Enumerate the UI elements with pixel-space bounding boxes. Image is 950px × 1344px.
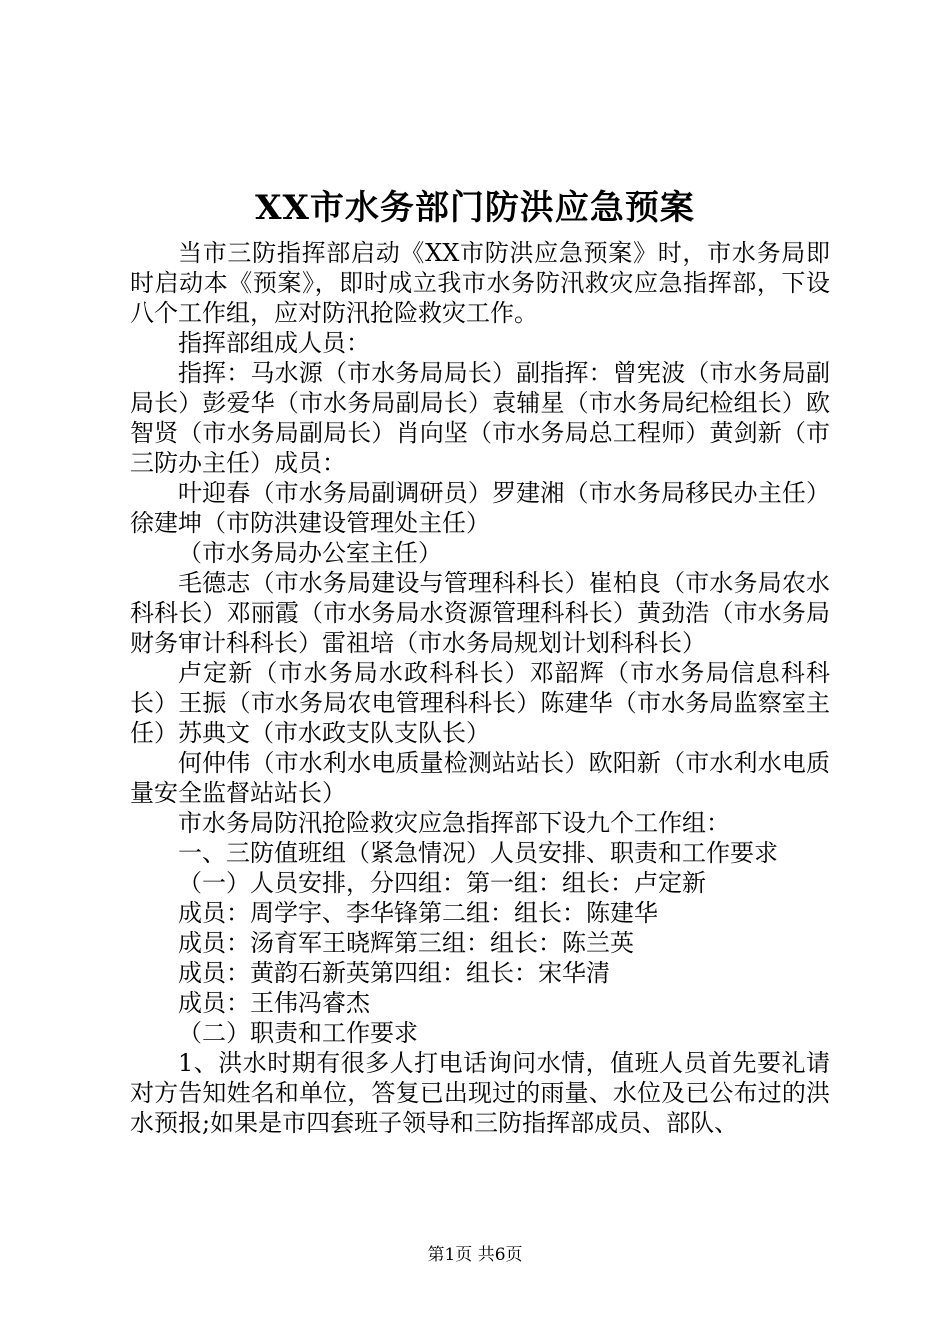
- paragraph: 1、洪水时期有很多人打电话询问水情，值班人员首先要礼请对方告知姓名和单位，答复已出现过的雨量、水位及已公布过的洪水预报;如果是市四套班子领导和三防指挥部成员、部队、: [130, 1049, 830, 1137]
- document-title: XX市水务部门防洪应急预案: [255, 188, 695, 228]
- paragraph: 市水务局防汛抢险救灾应急指挥部下设九个工作组：: [178, 809, 730, 837]
- paragraph: 一、三防值班组（紧急情况）人员安排、职责和工作要求: [178, 839, 778, 867]
- paragraph: 叶迎春（市水务局副调研员）罗建湘（市水务局移民办主任）徐建坤（市防洪建设管理处主任）: [130, 479, 830, 537]
- paragraph: 成员：王伟冯睿杰: [178, 989, 370, 1017]
- paragraph: （市水务局办公室主任）: [178, 539, 442, 567]
- document-body: [130, 238, 830, 1138]
- paragraph: 当市三防指挥部启动《XX市防洪应急预案》时，市水务局即时启动本《预案》，即时成立我市水务防汛救灾应急指挥部，下设八个工作组，应对防汛抢险救灾工作。: [130, 239, 830, 327]
- paragraph: （二）职责和工作要求: [178, 1019, 418, 1047]
- page-number-footer: 第1页 共6页: [427, 1245, 523, 1265]
- paragraph: 成员：汤育军王晓辉第三组：组长：陈兰英: [178, 929, 634, 957]
- paragraph: 何仲伟（市水利水电质量检测站站长）欧阳新（市水利水电质量安全监督站站长）: [130, 749, 830, 807]
- paragraph: 成员：黄韵石新英第四组：组长：宋华清: [178, 959, 610, 987]
- paragraph: 成员：周学宇、李华锋第二组：组长：陈建华: [178, 899, 658, 927]
- paragraph: 毛德志（市水务局建设与管理科科长）崔柏良（市水务局农水科科长）邓丽霞（市水务局水资源管理科科长）黄劲浩（市水务局财务审计科科长）雷祖培（市水务局规划计划科科长）: [130, 569, 830, 657]
- paragraph: 指挥：马水源（市水务局局长）副指挥：曾宪波（市水务局副局长）彭爱华（市水务局副局长）袁辅星（市水务局纪检组长）欧智贤（市水务局副局长）肖向坚（市水务局总工程师）黄剑新（市三防办主任）成员：: [130, 359, 830, 477]
- paragraph: 指挥部组成人员：: [178, 329, 370, 357]
- paragraph: 卢定新（市水务局水政科科长）邓韶辉（市水务局信息科科长）王振（市水务局农电管理科科长）陈建华（市水务局监察室主任）苏典文（市水政支队支队长）: [130, 659, 830, 747]
- paragraph: （一）人员安排，分四组：第一组：组长：卢定新: [178, 869, 706, 897]
